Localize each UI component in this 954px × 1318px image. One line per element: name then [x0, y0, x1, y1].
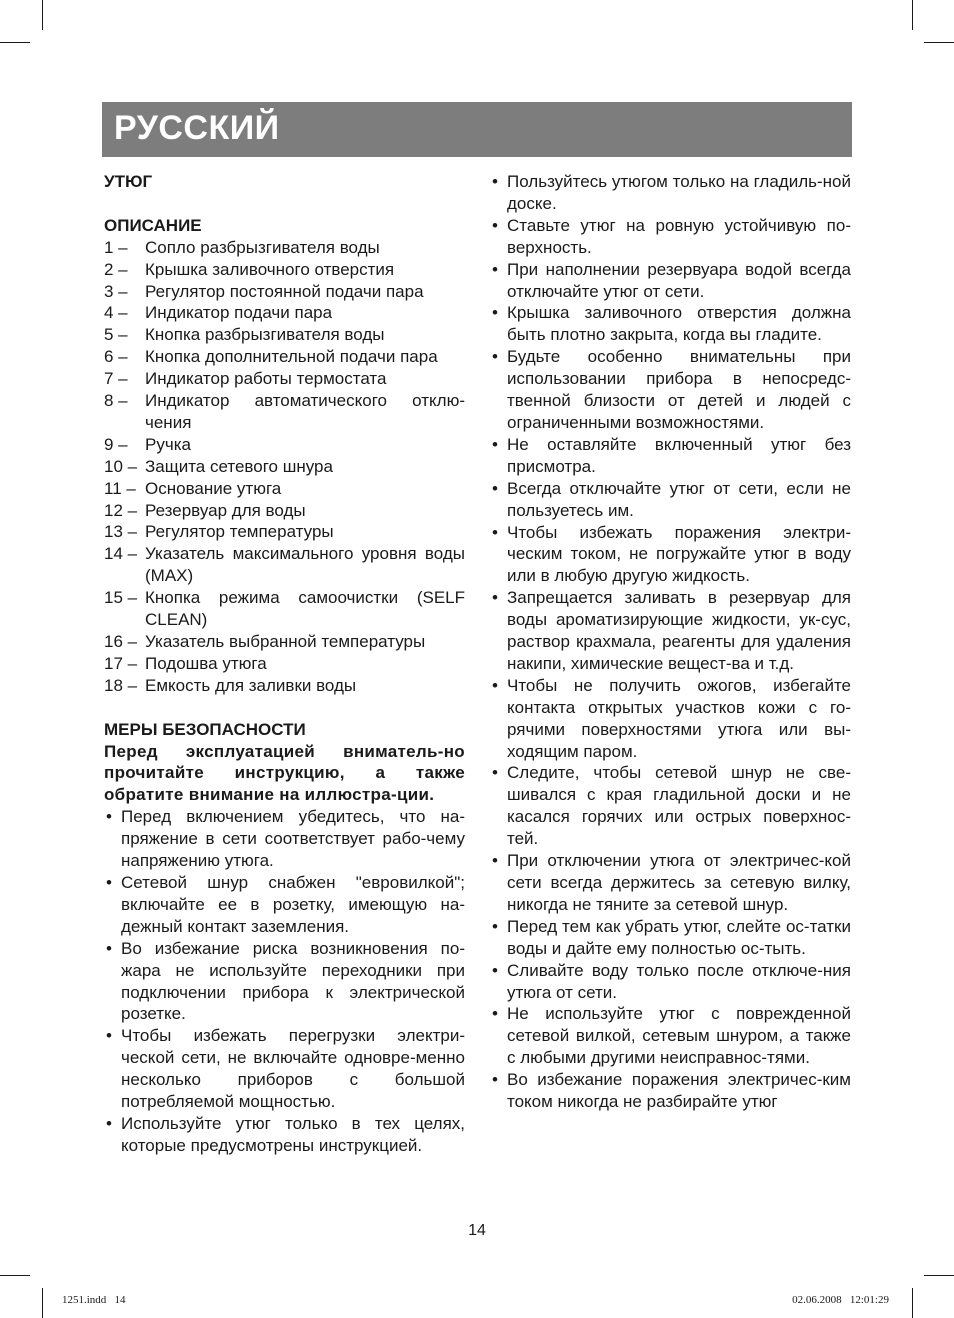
bullet-text: Перед включением убедитесь, что на-пряжение в сети соответствует рабо-чему напряжению утюга.	[121, 807, 465, 871]
bullet-item	[490, 1003, 851, 1069]
list-item-text: Емкость для заливки воды	[145, 675, 357, 695]
list-item	[104, 302, 465, 324]
bullet-icon: •	[492, 1004, 498, 1024]
bullet-icon: •	[492, 916, 498, 936]
bullet-icon: •	[492, 960, 498, 980]
bullet-icon: •	[492, 522, 498, 542]
crop-mark	[42, 0, 43, 30]
list-item-text: Указатель максимального уровня воды (MAX)	[145, 544, 465, 586]
file-slug: 1251.indd 14	[62, 1294, 126, 1306]
bullet-item	[490, 259, 851, 303]
bullet-text: Будьте особенно внимательны при использовании прибора в непосредс-твенной близости от детей и людей с ограниченными возможностями.	[507, 347, 851, 432]
list-item-number: 11 –	[104, 478, 136, 498]
crop-mark	[912, 0, 913, 30]
page-number: 14	[468, 1222, 486, 1239]
bullet-text: Перед тем как убрать утюг, слейте ос-татки воды и дайте ему полностью ос-тыть.	[507, 916, 851, 958]
bullet-text: Чтобы избежать поражения электри-ческим током, не погружайте утюг в воду или в любую другую жидкость.	[507, 522, 851, 586]
list-item-text: Регулятор постоянной подачи пара	[145, 281, 424, 301]
crop-mark	[924, 42, 954, 43]
bullet-text: Чтобы избежать перегрузки электри-ческой сети, не включайте одновре-менно несколько приборов с большой потребляемой мощностью.	[121, 1026, 465, 1112]
list-item	[104, 587, 465, 631]
bullet-text: Не используйте утюг с поврежденной сетевой вилкой, сетевым шнуром, а также с любыми другими неисправнос-тями.	[507, 1004, 851, 1068]
list-item-number: 9 –	[104, 434, 128, 454]
list-item-text: Регулятор температуры	[145, 522, 334, 542]
list-item-number: 10 –	[104, 456, 138, 476]
list-item-number: 8 –	[104, 391, 128, 411]
bullet-icon: •	[492, 259, 498, 279]
bullet-icon: •	[492, 215, 498, 235]
bullet-icon: •	[106, 938, 112, 958]
crop-mark	[924, 1275, 954, 1276]
list-item-text: Сопло разбрызгивателя воды	[145, 237, 380, 257]
list-item	[104, 324, 465, 346]
bullet-item	[490, 916, 851, 960]
list-item	[104, 675, 465, 697]
list-item	[104, 478, 465, 500]
list-item	[104, 259, 465, 281]
bullet-icon: •	[492, 763, 498, 783]
bullet-icon: •	[492, 172, 498, 191]
safety-bullets-right	[490, 171, 851, 1113]
crop-mark	[0, 1275, 30, 1276]
list-item-number: 1 –	[104, 237, 128, 257]
safety-bullets-left	[104, 806, 465, 1157]
bullet-icon: •	[492, 1070, 498, 1090]
bullet-item	[490, 960, 851, 1004]
list-item-number: 18 –	[104, 675, 138, 695]
right-column	[490, 171, 851, 1113]
bullet-text: Сетевой шнур снабжен "евровилкой"; включайте ее в розетку, имеющую на-дежный контакт заземления.	[121, 872, 465, 936]
bullet-text: Ставьте утюг на ровную устойчивую по-верхность.	[507, 215, 851, 257]
list-item-number: 2 –	[104, 259, 128, 279]
list-item-text: Основание утюга	[145, 478, 282, 498]
list-item-number: 7 –	[104, 369, 128, 389]
list-item	[104, 390, 465, 434]
bullet-item	[490, 434, 851, 478]
bullet-item	[104, 872, 465, 938]
list-item	[104, 237, 465, 259]
list-item-number: 3 –	[104, 281, 128, 301]
bullet-item	[490, 675, 851, 763]
list-item	[104, 368, 465, 390]
bullet-icon: •	[106, 872, 112, 892]
product-title: УТЮГ	[104, 172, 153, 191]
list-item-text: Ручка	[145, 434, 191, 454]
list-item-number: 16 –	[104, 632, 138, 652]
crop-mark	[912, 1288, 913, 1318]
list-item-number: 5 –	[104, 325, 128, 345]
bullet-text: Сливайте воду только после отключе-ния утюга от сети.	[507, 960, 851, 1002]
bullet-item	[490, 762, 851, 850]
description-heading: ОПИСАНИЕ	[104, 215, 202, 235]
bullet-text: Во избежание поражения электричес-ким током никогда не разбирайте утюг	[507, 1070, 851, 1112]
bullet-item	[490, 1069, 851, 1113]
bullet-icon: •	[492, 851, 498, 871]
bullet-text: При отключении утюга от электричес-кой сети всегда держитесь за сетевую вилку, никогда не тяните за сетевой шнур.	[507, 851, 851, 914]
bullet-text: Запрещается заливать в резервуар для воды ароматизирующие жидкости, ук-сус, раствор крахмала, реагенты для удаления накипи, химические вещест-ва и т.д.	[507, 588, 851, 673]
bullet-icon: •	[492, 303, 498, 323]
bullet-icon: •	[492, 588, 498, 608]
list-item-number: 17 –	[104, 653, 138, 673]
bullet-item	[490, 478, 851, 522]
bullet-icon: •	[106, 1026, 112, 1046]
list-item-number: 6 –	[104, 347, 128, 367]
list-item	[104, 521, 465, 543]
bullet-item	[490, 522, 851, 588]
bullet-item	[490, 850, 851, 916]
safety-intro: Перед эксплуатацией вниматель-но прочитайте инструкцию, а также обратите внимание на иллюстра-ции.	[104, 741, 465, 805]
bullet-icon: •	[492, 347, 498, 367]
bullet-item	[104, 806, 465, 872]
bullet-text: Пользуйтесь утюгом только на гладиль-ной доске.	[507, 172, 851, 213]
list-item-text: Кнопка режима самоочистки (SELF CLEAN)	[145, 588, 465, 630]
bullet-item	[104, 1113, 465, 1157]
list-item-text: Крышка заливочного отверстия	[145, 259, 395, 279]
bullet-item	[490, 587, 851, 675]
bullet-text: Всегда отключайте утюг от сети, если не пользуетесь им.	[507, 478, 851, 520]
list-item-text: Подошва утюга	[145, 653, 267, 673]
bullet-text: Следите, чтобы сетевой шнур не све-шивался с края гладильной доски и не касался горячих или острых поверхнос-тей.	[507, 763, 851, 849]
bullet-item	[490, 215, 851, 259]
list-item-text: Резервуар для воды	[145, 500, 306, 520]
list-item-text: Кнопка разбрызгивателя воды	[145, 325, 385, 345]
bullet-item	[490, 302, 851, 346]
bullet-text: Используйте утюг только в тех целях, которые предусмотрены инструкцией.	[121, 1113, 465, 1155]
bullet-icon: •	[492, 434, 498, 454]
list-item	[104, 456, 465, 478]
parts-list	[104, 237, 465, 697]
bullet-icon: •	[492, 478, 498, 498]
list-item	[104, 434, 465, 456]
list-item	[104, 500, 465, 522]
list-item	[104, 281, 465, 303]
bullet-item	[490, 171, 851, 215]
bullet-icon: •	[106, 1113, 112, 1133]
list-item-number: 12 –	[104, 500, 138, 520]
bullet-item	[104, 1025, 465, 1113]
list-item-text: Индикатор работы термостата	[145, 369, 387, 389]
crop-mark	[42, 1288, 43, 1318]
language-title: РУССКИЙ	[114, 109, 280, 147]
list-item-number: 14 –	[104, 544, 138, 564]
crop-mark	[0, 42, 30, 43]
bullet-text: Крышка заливочного отверстия должна быть плотно закрыта, когда вы гладите.	[507, 303, 851, 345]
list-item-text: Индикатор автоматического отклю-чения	[145, 391, 465, 432]
date-slug: 02.06.2008 12:01:29	[792, 1294, 889, 1306]
list-item-text: Указатель выбранной температуры	[145, 632, 426, 652]
list-item-text: Индикатор подачи пара	[145, 303, 333, 323]
list-item	[104, 631, 465, 653]
bullet-text: Во избежание риска возникновения по-жара не используйте переходники при подключении прибора к электрической розетке.	[121, 938, 465, 1024]
list-item-text: Кнопка дополнительной подачи пара	[145, 347, 438, 367]
bullet-item	[490, 346, 851, 434]
list-item	[104, 653, 465, 675]
list-item-number: 15 –	[104, 588, 138, 608]
bullet-item	[104, 938, 465, 1026]
language-header-bar	[102, 102, 852, 157]
left-column	[104, 171, 465, 1157]
list-item	[104, 543, 465, 587]
safety-heading: МЕРЫ БЕЗОПАСНОСТИ	[104, 719, 306, 739]
list-item-number: 4 –	[104, 303, 128, 323]
list-item-text: Защита сетевого шнура	[145, 456, 333, 476]
bullet-text: Не оставляйте включенный утюг без присмотра.	[507, 434, 851, 476]
list-item-number: 13 –	[104, 522, 138, 542]
bullet-icon: •	[106, 807, 112, 827]
bullet-icon: •	[492, 675, 498, 695]
bullet-text: При наполнении резервуара водой всегда отключайте утюг от сети.	[507, 259, 851, 301]
bullet-text: Чтобы не получить ожогов, избегайте контакта открытых участков кожи с го-рячими поверхностями утюга или вы-ходящим паром.	[507, 675, 851, 761]
list-item	[104, 346, 465, 368]
